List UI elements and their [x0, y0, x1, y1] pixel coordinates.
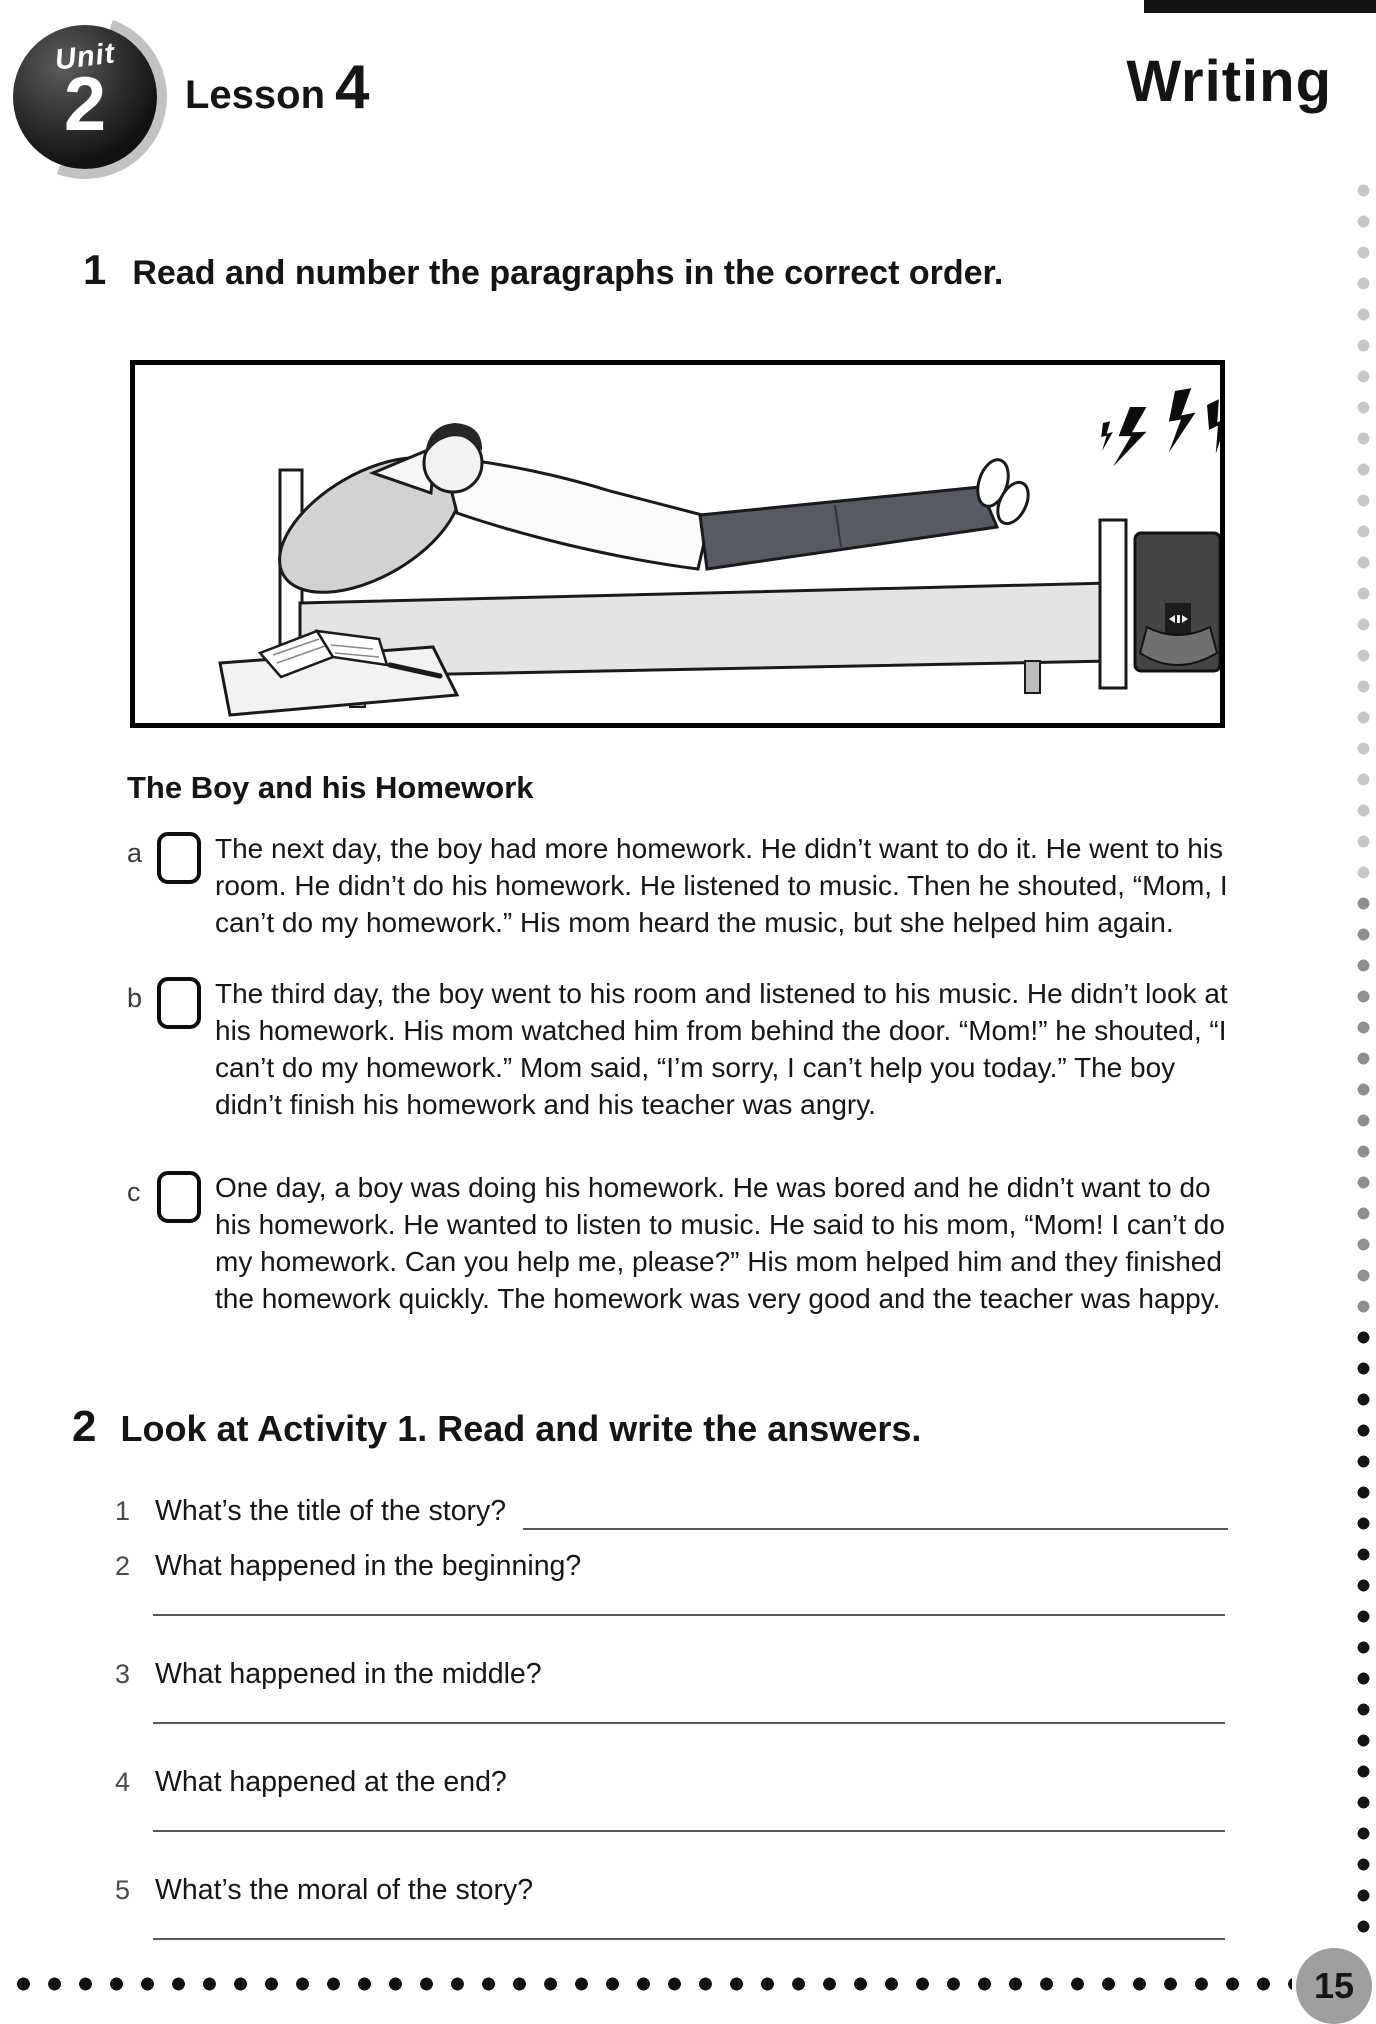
boy-figure [373, 423, 1034, 569]
page-number: 15 [1313, 1965, 1355, 2006]
story-illustration-svg [135, 365, 1220, 723]
answer-line[interactable] [153, 1830, 1225, 1832]
page-number-badge [1296, 1948, 1372, 2024]
question-text: What’s the moral of the story? [155, 1874, 534, 1906]
question-number: 5 [115, 1875, 131, 1905]
paragraph-text: The next day, the boy had more homework. He didn’t want to do it. He went to his room. He didn’t do his homework. He listened to music. Then he shouted, “Mom, I can’t do my homework.” His mom heard the music, but she helped him again. [215, 833, 1228, 938]
question-row-3 [115, 1658, 542, 1694]
question-row-5 [115, 1874, 533, 1910]
page-section-title: Writing [1126, 49, 1332, 114]
question-row-4 [115, 1766, 507, 1802]
unit-badge [10, 22, 160, 172]
story-illustration [130, 360, 1225, 728]
activity2-instruction: Look at Activity 1. Read and write the answers. [120, 1408, 922, 1449]
unit-badge-sphere [13, 25, 157, 169]
dotted-border-right-bottom [1356, 1322, 1371, 1942]
question-text: What’s the title of the story? [155, 1495, 507, 1527]
paragraph-letter: c [127, 1177, 141, 1207]
lightning-bolts-icon [1101, 387, 1220, 473]
story-paragraph-b [127, 975, 1257, 1123]
dotted-border-right-top [1356, 175, 1371, 888]
activity1-header [83, 246, 1003, 294]
story-title: The Boy and his Homework [127, 770, 534, 805]
story-paragraphs [127, 830, 1257, 1317]
activity2 [72, 1402, 1262, 1947]
paragraph-text: One day, a boy was doing his homework. He was bored and he didn’t want to do his homework. He wanted to listen to music. He said to his mom, “Mom! I can’t do my homework. Can you help me, please?” His mom helped him and they finished the homework quickly. The homework was very good and the teacher was happy. [215, 1172, 1225, 1314]
top-edge-bar [1144, 0, 1376, 13]
paragraph-order-box[interactable] [157, 1171, 201, 1223]
story-paragraph-a [127, 830, 1257, 941]
paragraph-letter: b [127, 983, 143, 1013]
question-row-2 [115, 1550, 581, 1586]
unit-label: Unit [53, 37, 117, 77]
question-number: 1 [115, 1496, 131, 1526]
lesson-label: Lesson [185, 73, 326, 117]
answer-line[interactable] [153, 1938, 1225, 1940]
answer-line[interactable] [523, 1528, 1228, 1530]
paragraph-order-box[interactable] [157, 832, 201, 884]
unit-number: 2 [63, 62, 107, 147]
question-row-1 [115, 1495, 506, 1531]
story-paragraph-c [127, 1169, 1257, 1317]
activity1-number: 1 [83, 246, 107, 293]
paragraph-order-box[interactable] [157, 977, 201, 1029]
lesson-heading [185, 52, 370, 123]
paragraph-text: The third day, the boy went to his room and listened to his music. He didn’t look at his homework. His mom watched him from behind the door. “Mom!” he shouted, “I can’t do my homework.” Mom said, “I’m sorry, I can’t help you today.” The boy didn’t finish his homework and his teacher was angry. [215, 978, 1228, 1120]
answer-line[interactable] [153, 1614, 1225, 1616]
activity2-header [72, 1402, 921, 1452]
question-number: 2 [115, 1551, 131, 1581]
question-text: What happened in the beginning? [155, 1550, 582, 1582]
question-text: What happened in the middle? [155, 1658, 542, 1690]
dotted-border-right-middle [1356, 888, 1371, 1322]
question-number: 4 [115, 1767, 131, 1797]
activity1-instruction: Read and number the paragraphs in the correct order. [132, 254, 1004, 292]
dotted-border-bottom [8, 1976, 1292, 1992]
lesson-number: 4 [335, 53, 370, 122]
activity2-number: 2 [72, 1402, 97, 1451]
question-text: What happened at the end? [155, 1766, 507, 1798]
question-number: 3 [115, 1659, 131, 1689]
dotted-border-right [1356, 175, 1371, 1942]
paragraph-letter: a [127, 838, 143, 868]
answer-line[interactable] [153, 1722, 1225, 1724]
